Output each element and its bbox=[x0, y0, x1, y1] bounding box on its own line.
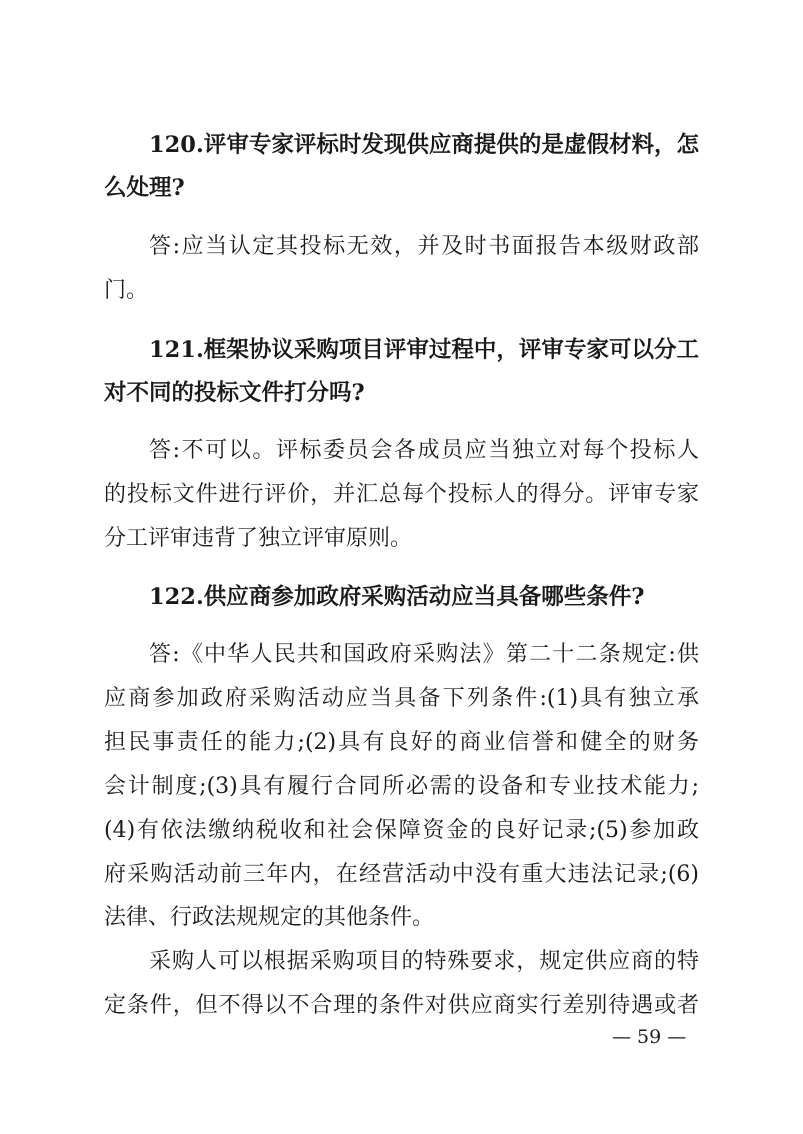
paragraph-line-2: 定条件，但不得以不合理的条件对供应商实行差别待遇或者 bbox=[104, 993, 699, 1018]
answer-121-line-3: 分工评审违背了独立评审原则。 bbox=[104, 526, 413, 551]
answer-120-line-2: 门。 bbox=[104, 278, 149, 303]
paragraph-line-1: 采购人可以根据采购项目的特殊要求，规定供应商的特 bbox=[149, 949, 699, 974]
answer-120-line-1: 答:应当认定其投标无效，并及时书面报告本级财政部 bbox=[149, 234, 699, 259]
question-121-title-line-1: 121.框架协议采购项目评审过程中，评审专家可以分工 bbox=[149, 337, 699, 363]
question-120-title-line-2: 么处理? bbox=[104, 175, 185, 201]
answer-122-line-6: 府采购活动前三年内，在经营活动中没有重大违法记录;(6) bbox=[104, 862, 699, 887]
answer-122-line-5: (4)有依法缴纳税收和社会保障资金的良好记录;(5)参加政 bbox=[104, 818, 699, 843]
page-number: — 59 — bbox=[612, 1026, 687, 1048]
answer-122-line-7: 法律、行政法规规定的其他条件。 bbox=[104, 905, 435, 930]
answer-121-line-1: 答:不可以。评标委员会各成员应当独立对每个投标人 bbox=[149, 438, 699, 463]
question-120-title-line-1: 120.评审专家评标时发现供应商提供的是虚假材料，怎 bbox=[149, 132, 699, 158]
question-121-title-line-2: 对不同的投标文件打分吗? bbox=[104, 380, 365, 406]
page-footer bbox=[0, 1022, 803, 1052]
question-122-title: 122.供应商参加政府采购活动应当具备哪些条件? bbox=[149, 584, 645, 610]
answer-122-line-1: 答:《中华人民共和国政府采购法》第二十二条规定:供 bbox=[149, 642, 699, 667]
answer-122-line-2: 应商参加政府采购活动应当具备下列条件:(1)具有独立承 bbox=[104, 686, 699, 711]
answer-121-line-2: 的投标文件进行评价，并汇总每个投标人的得分。评审专家 bbox=[104, 482, 699, 507]
answer-122-line-3: 担民事责任的能力;(2)具有良好的商业信誉和健全的财务 bbox=[104, 730, 699, 755]
answer-122-line-4: 会计制度;(3)具有履行合同所必需的设备和专业技术能力; bbox=[104, 774, 699, 799]
